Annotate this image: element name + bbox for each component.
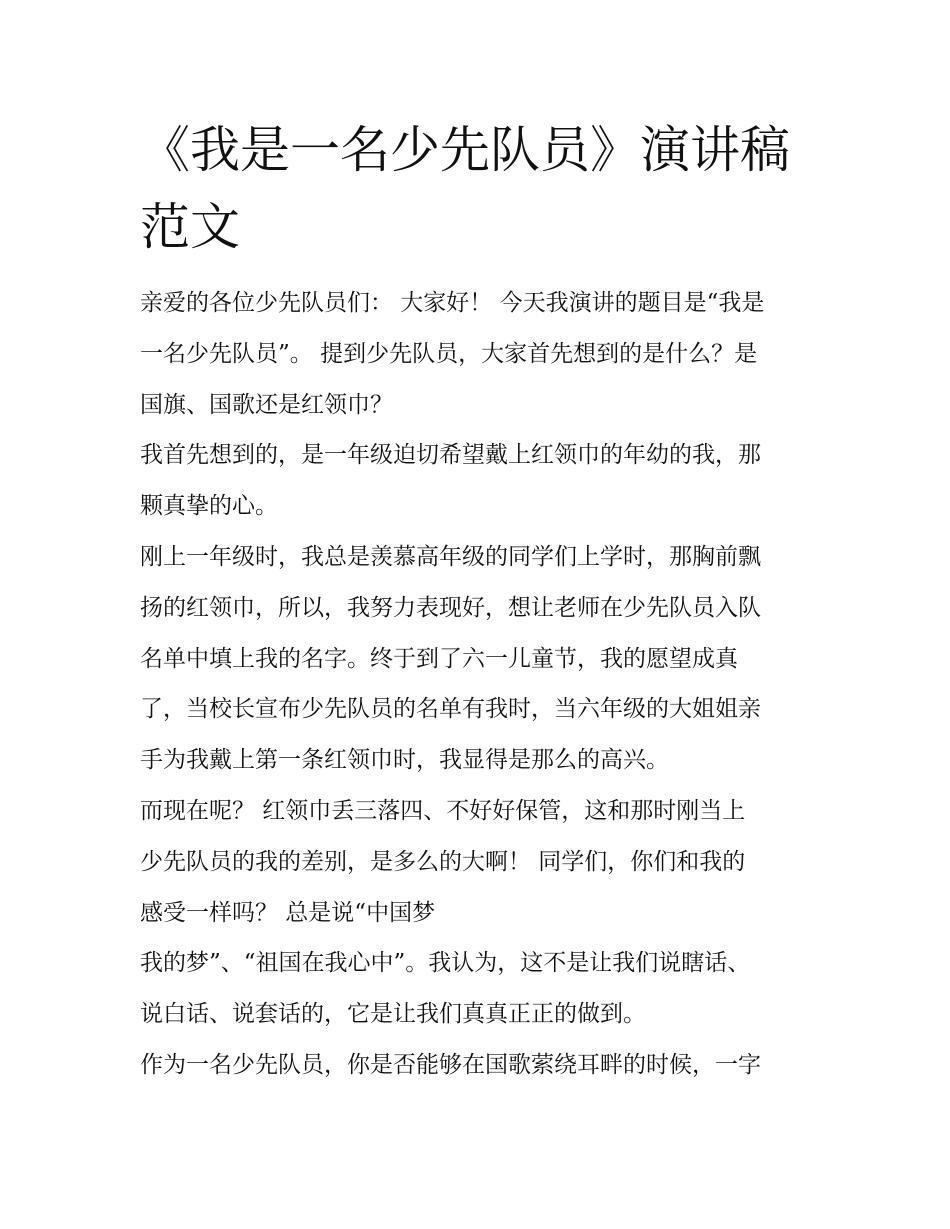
body-line-5: 颗真挚的心。 bbox=[140, 493, 278, 520]
body-line-15: 说白话、说套话的，它是让我们真真正正的做到。 bbox=[140, 1001, 646, 1028]
body-line-9: 了，当校长宣布少先队员的名单有我时，当六年级的大姐姐亲 bbox=[140, 696, 761, 723]
document-body bbox=[140, 278, 820, 1091]
body-line-10: 手为我戴上第一条红领巾时，我显得是那么的高兴。 bbox=[140, 747, 669, 774]
body-line-13: 感受一样吗？ 总是说“中国梦 bbox=[140, 899, 436, 926]
document-title bbox=[140, 112, 840, 266]
body-line-6: 刚上一年级时，我总是羡慕高年级的同学们上学时，那胸前飘 bbox=[140, 543, 761, 570]
title-line-1: 《我是一名少先队员》演讲稿 bbox=[140, 121, 790, 179]
body-line-1: 亲爱的各位少先队员们： 大家好！ 今天我演讲的题目是“我是 bbox=[140, 290, 765, 316]
body-line-14: 我的梦”、“祖国在我心中”。我认为，这不是让我们说瞎话、 bbox=[140, 950, 751, 977]
body-line-2: 一名少先队员”。 提到少先队员，大家首先想到的是什么？是 bbox=[140, 340, 758, 367]
body-line-7: 扬的红领巾，所以，我努力表现好，想让老师在少先队员入队 bbox=[140, 594, 761, 621]
body-line-8: 名单中填上我的名字。终于到了六一儿童节，我的愿望成真 bbox=[140, 645, 738, 672]
title-line-2: 范文 bbox=[140, 198, 240, 256]
body-line-4: 我首先想到的，是一年级迫切希望戴上红领巾的年幼的我，那 bbox=[140, 442, 761, 469]
body-line-16: 作为一名少先队员，你是否能够在国歌萦绕耳畔的时候，一字 bbox=[140, 1051, 761, 1078]
body-line-12: 少先队员的我的差别，是多么的大啊！ 同学们，你们和我的 bbox=[140, 848, 746, 875]
body-line-11: 而现在呢？ 红领巾丢三落四、不好好保管，这和那时刚当上 bbox=[140, 797, 746, 824]
body-line-3: 国旗、国歌还是红领巾？ bbox=[140, 391, 393, 418]
